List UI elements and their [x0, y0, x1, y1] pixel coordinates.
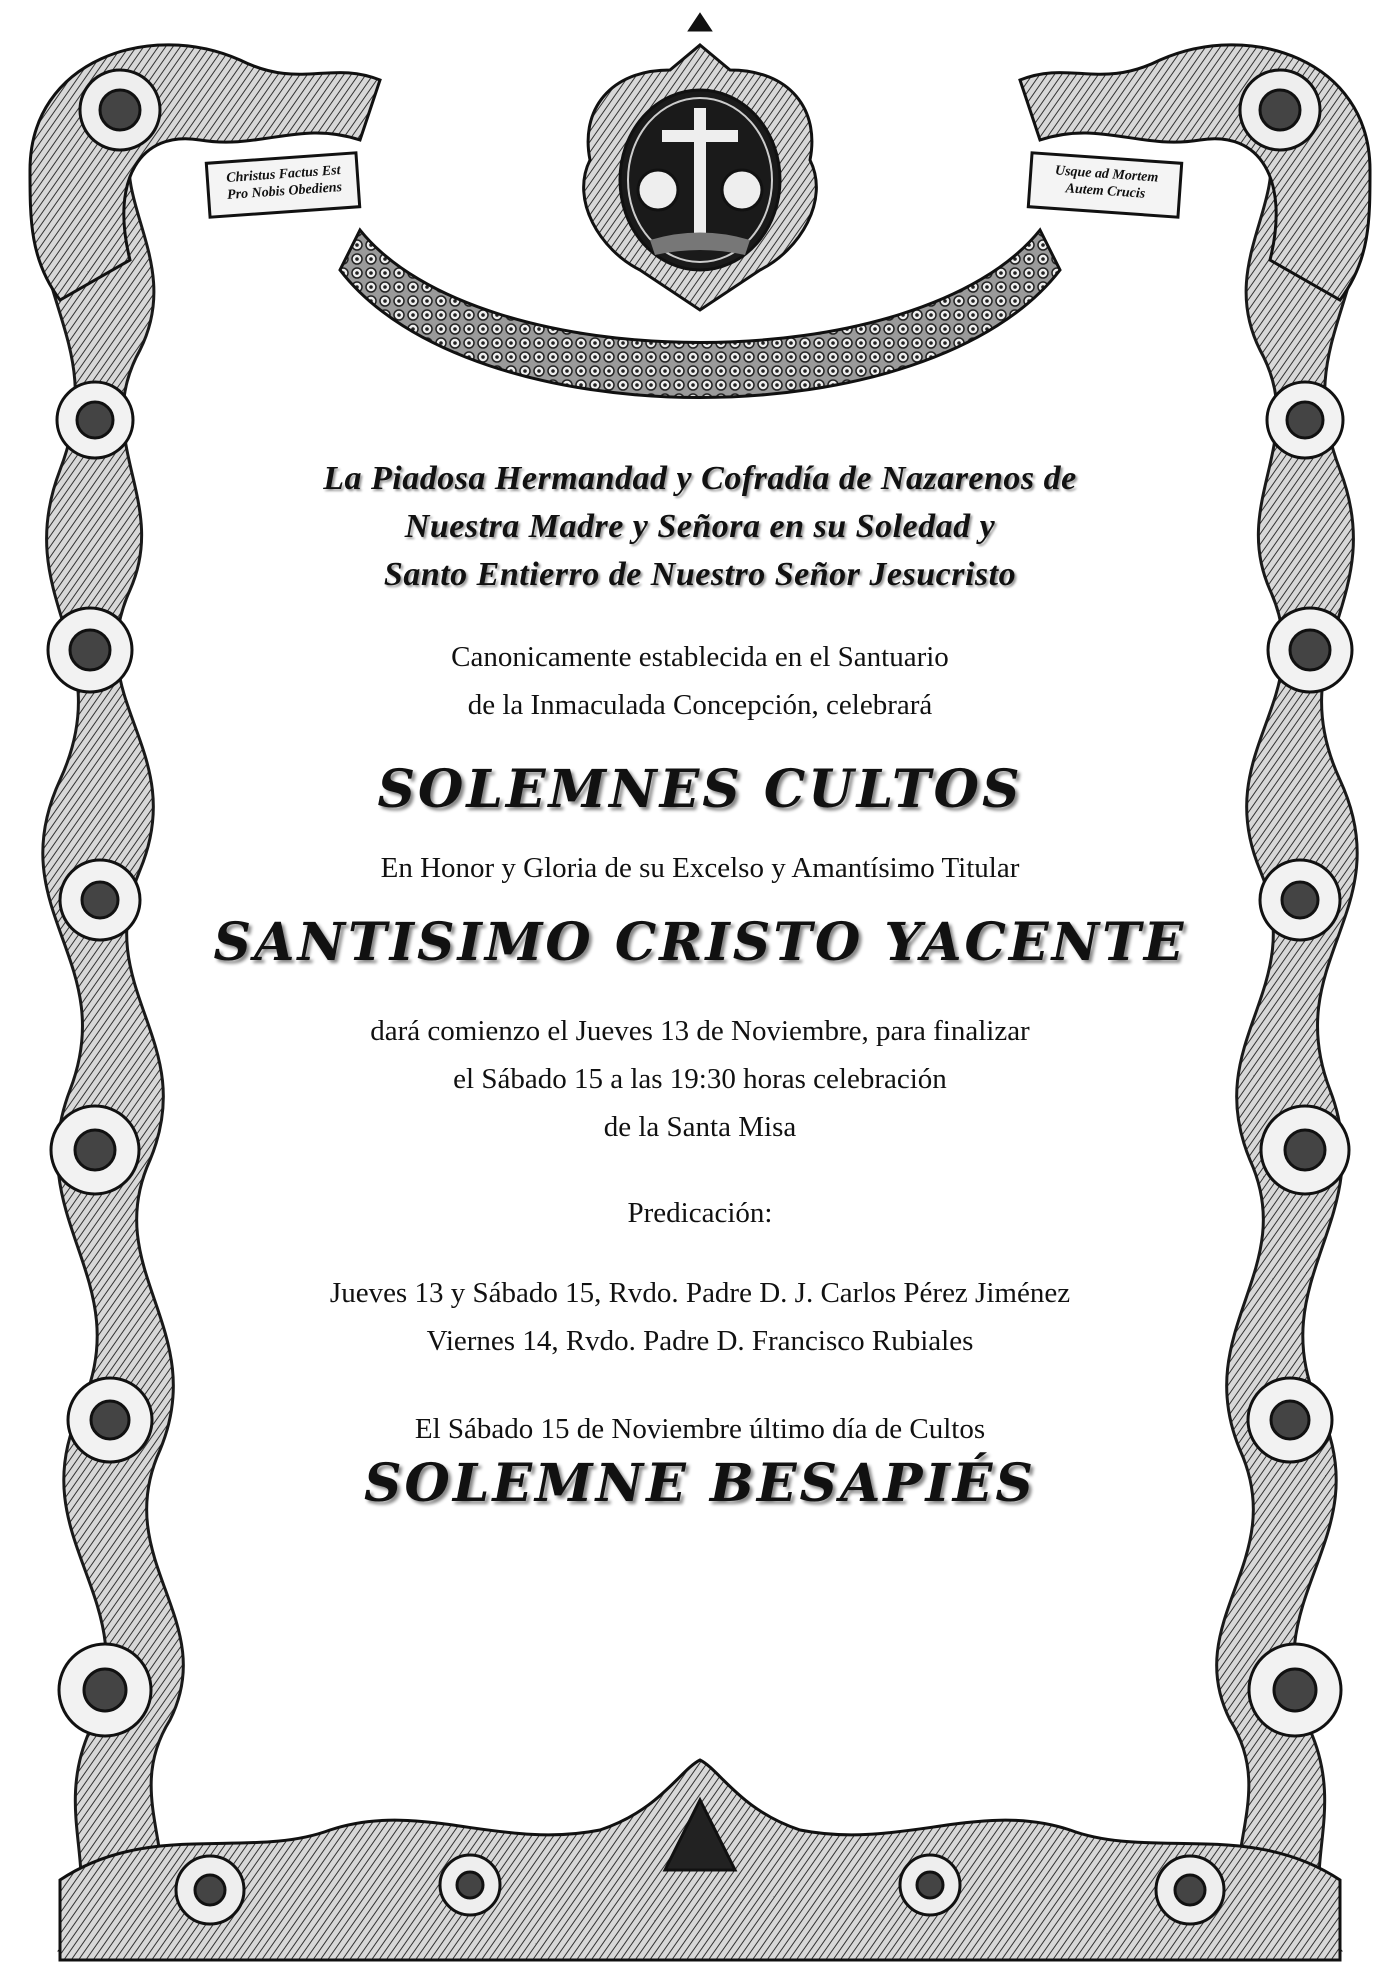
heading-line3: Santo Entierro de Nuestro Señor Jesucristo	[383, 556, 1017, 593]
left-plaque-line1: Christus Factus Est	[225, 163, 341, 186]
preaching-line2: Viernes 14, Rvdo. Padre D. Francisco Rubiales	[426, 1325, 974, 1357]
heading-line2: Nuestra Madre y Señora en su Soledad y	[404, 508, 996, 545]
intro-line1: Canonicamente establecida en el Santuario	[451, 641, 949, 673]
schedule-line3: de la Santa Misa	[603, 1111, 797, 1143]
title-solemnes-cultos: SOLEMNES CULTOS	[377, 759, 1023, 820]
preaching-line1: Jueves 13 y Sábado 15, Rvdo. Padre D. J. Carlos Pérez Jiménez	[329, 1277, 1071, 1309]
bottom-border	[60, 1760, 1340, 1960]
right-plaque-line2: Autem Crucis	[1065, 181, 1146, 202]
honor-line: En Honor y Gloria de su Excelso y Amantísimo Titular	[380, 852, 1020, 884]
title-solemne-besapies: SOLEMNE BESAPIÉS	[364, 1453, 1036, 1514]
brotherhood-heading	[150, 455, 1250, 599]
right-plaque-line1: Usque ad Mortem	[1054, 163, 1159, 186]
schedule-line2: el Sábado 15 a las 19:30 horas celebración	[453, 1063, 947, 1095]
closing-line1: El Sábado 15 de Noviembre último día de Cultos	[414, 1413, 986, 1445]
schedule-line1: dará comienzo el Jueves 13 de Noviembre, para finalizar	[370, 1015, 1030, 1047]
title-cristo-yacente: SANTISIMO CRISTO YACENTE	[213, 912, 1187, 973]
heading-line1: La Piadosa Hermandad y Cofradía de Nazarenos de	[323, 460, 1077, 497]
poster-content	[150, 455, 1250, 1514]
preaching-label: Predicación:	[627, 1197, 773, 1229]
intro-line2: de la Inmaculada Concepción, celebrará	[467, 689, 933, 721]
brotherhood-crest-icon	[584, 15, 817, 310]
left-plaque-line2: Pro Nobis Obediens	[226, 179, 343, 203]
